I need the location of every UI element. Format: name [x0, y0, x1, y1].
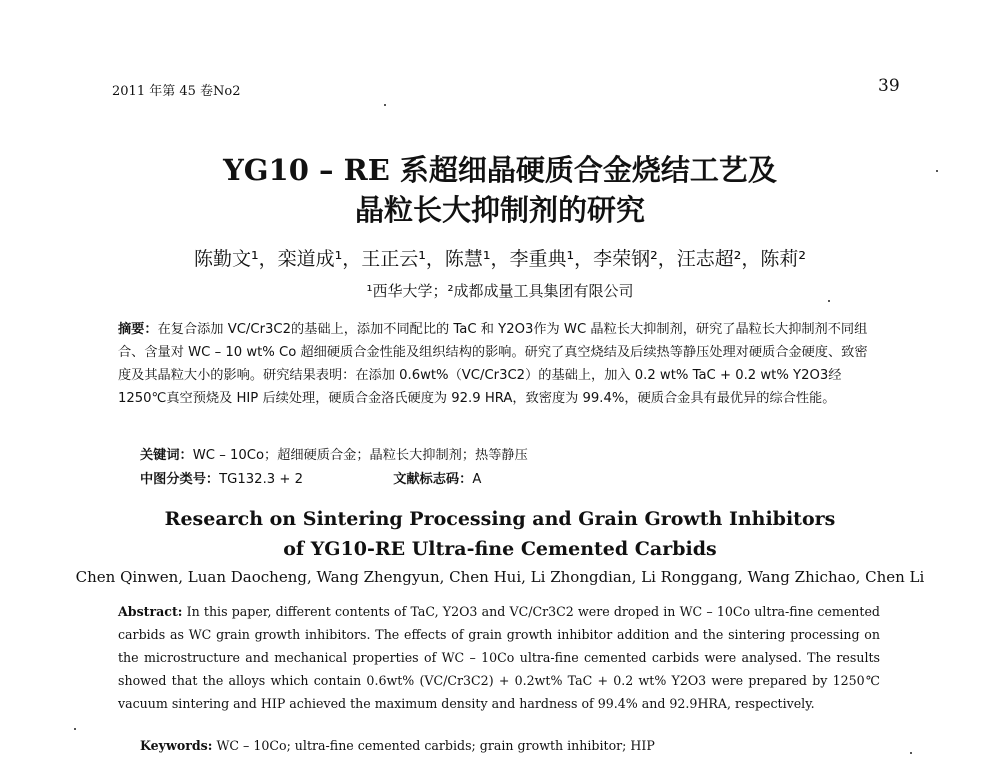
- title-cn-line1: YG10 – RE 系超细晶硬质合金烧结工艺及: [223, 153, 777, 187]
- classification-line: [140, 468, 481, 487]
- clc-label: 中图分类号：: [140, 472, 220, 487]
- abstract-cn-text: 在复合添加 VC/Cr3C2的基础上，添加不同配比的 TaC 和 Y2O3作为 WC 晶粒长大抑制剂，研究了晶粒长大抑制剂不同组合、含量对 WC – 10 wt% Co 超细硬质合金性能及组织结构的影响。研究了真空烧结及后续热等静压处理对硬质合金硬度、致密度及其晶粒大小的影响。研究结果表明：在添加 0.6wt%（VC/Cr3C2）的基础上，加入 0.2 wt% TaC + 0.2 wt% Y2O3经 1250℃真空预烧及 HIP 后续处理，硬质合金洛氏硬度为 92.9 HRA，致密度为 99.4%，硬质合金具有最优异的综合性能。: [118, 322, 868, 406]
- doc-code-value: A: [472, 472, 482, 487]
- keywords-en: [140, 738, 655, 753]
- abstract-cn: [118, 318, 880, 410]
- journal-issue: 2011 年第 45 卷No2: [112, 84, 241, 99]
- scan-speck: [936, 170, 938, 172]
- title-cn-line2: 晶粒长大抑制剂的研究: [354, 193, 645, 227]
- scan-speck: [74, 728, 76, 730]
- scan-speck: [910, 752, 912, 754]
- abstract-en: [118, 600, 880, 715]
- scan-speck: [828, 300, 830, 302]
- title-en-line2: of YG10-RE Ultra-fine Cemented Carbids: [283, 538, 717, 560]
- keywords-cn-label: 关键词：: [140, 448, 193, 463]
- abstract-cn-label: 摘要：: [118, 322, 158, 337]
- authors-cn: 陈勤文¹，栾道成¹，王正云¹，陈慧¹，李重典¹，李荣钢²，汪志超²，陈莉²: [194, 248, 806, 270]
- clc-value: TG132.3 + 2: [219, 472, 303, 487]
- page-number: 39: [878, 76, 900, 96]
- scan-speck: [384, 104, 386, 106]
- keywords-en-text: WC – 10Co; ultra-fine cemented carbids; grain growth inhibitor; HIP: [216, 738, 655, 753]
- title-en-line1: Research on Sintering Processing and Grain Growth Inhibitors: [164, 508, 836, 530]
- abstract-en-text: In this paper, different contents of TaC, Y2O3 and VC/Cr3C2 were droped in WC – 10Co ultra-fine cemented carbids as WC grain growth inhibitors. The effects of grain growth inhibitor addition and the sintering processing on the microstructure and mechanical properties of WC – 10Co ultra-fine cemented carbids were analysed. The results showed that the alloys which contain 0.6wt% (VC/Cr3C2) + 0.2wt% TaC + 0.2 wt% Y2O3 were prepared by 1250℃ vacuum sintering and HIP achieved the maximum density and hardness of 99.4% and 92.9HRA, respectively.: [118, 604, 880, 711]
- keywords-cn: [140, 444, 528, 463]
- keywords-en-label: Keywords:: [140, 738, 213, 753]
- affiliations-cn: ¹西华大学；²成都成量工具集团有限公司: [366, 282, 634, 300]
- authors-en: Chen Qinwen, Luan Daocheng, Wang Zhengyun, Chen Hui, Li Zhongdian, Li Ronggang, Wang Zhichao, Chen Li: [75, 568, 925, 586]
- doc-code-label: 文献标志码：: [393, 472, 473, 487]
- abstract-en-label: Abstract:: [118, 604, 183, 619]
- keywords-cn-text: WC – 10Co；超细硬质合金；晶粒长大抑制剂；热等静压: [192, 448, 528, 463]
